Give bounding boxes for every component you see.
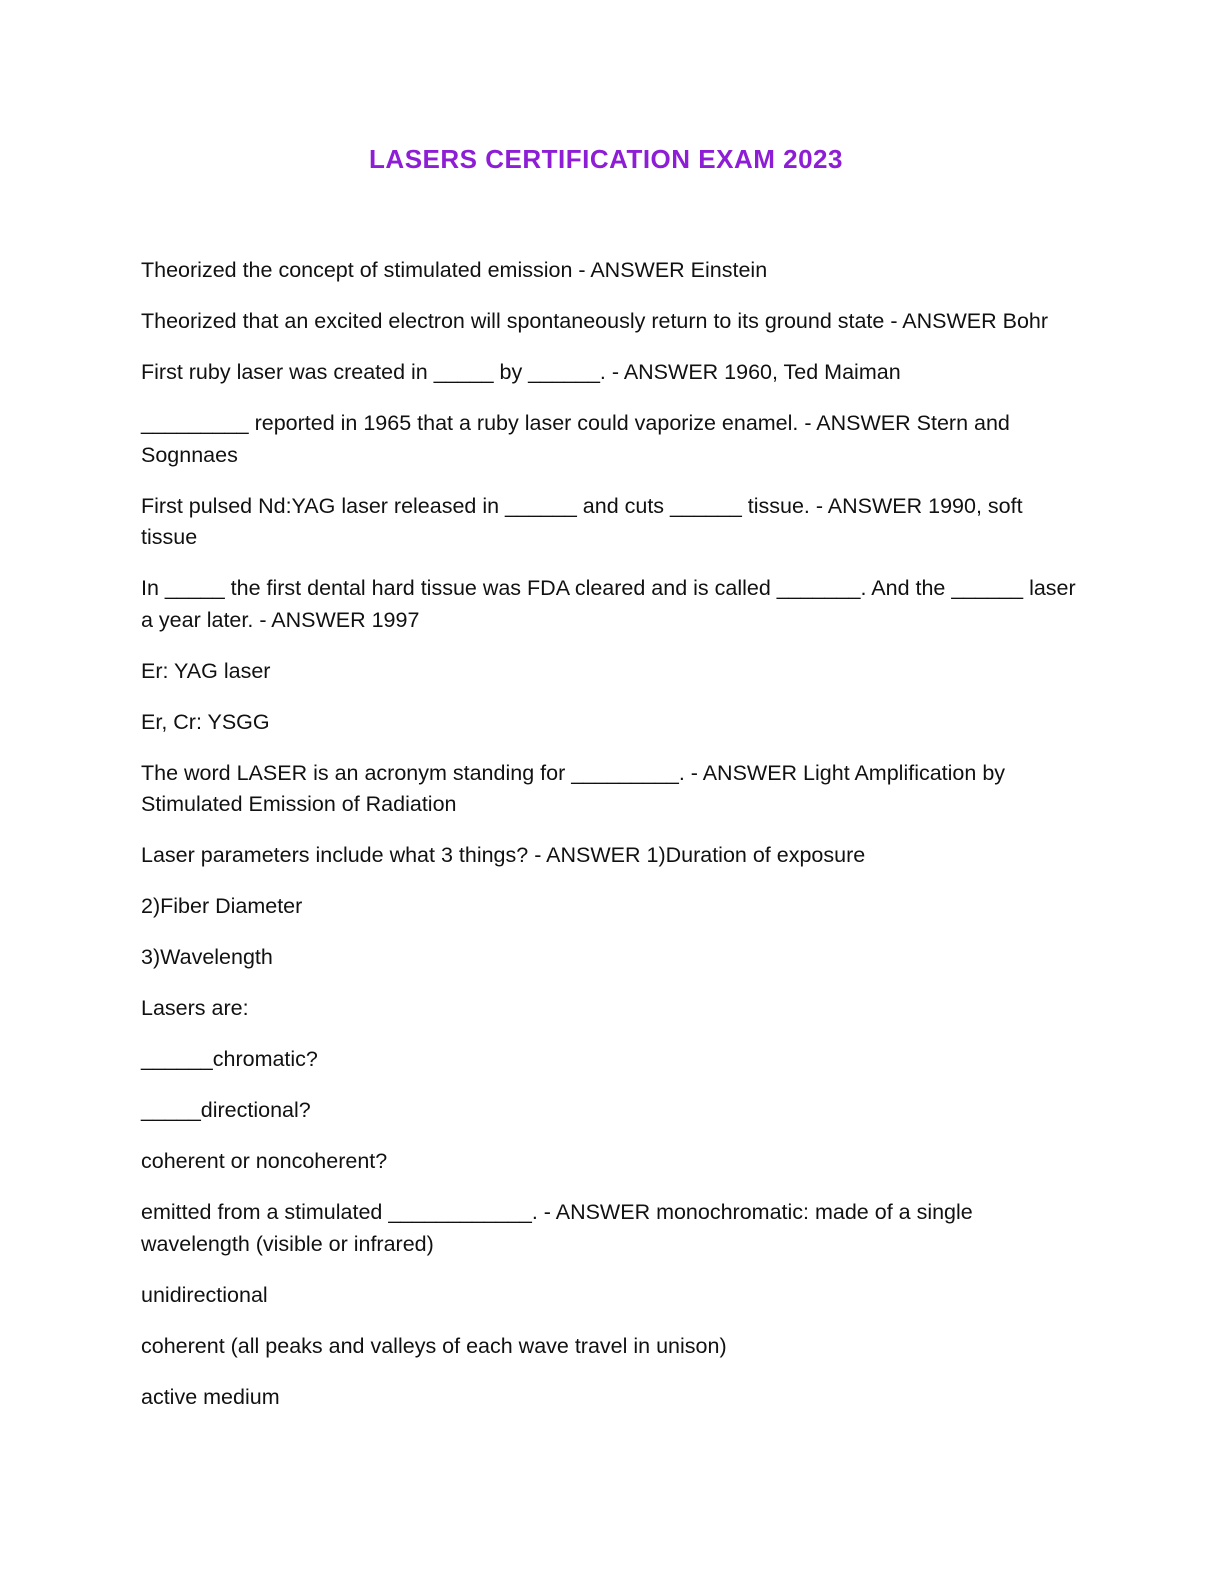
paragraph: Theorized that an excited electron will spontaneously return to its ground state - ANSWER Bohr	[141, 309, 1049, 333]
document-title: LASERS CERTIFICATION EXAM 2023	[369, 144, 843, 174]
paragraph: First pulsed Nd:YAG laser released in ______ and cuts ______ tissue. - ANSWER 1990, soft tissue	[141, 493, 1029, 549]
document-body	[141, 255, 1082, 1433]
paragraph: coherent (all peaks and valleys of each wave travel in unison)	[141, 1333, 727, 1358]
paragraph: emitted from a stimulated ____________. - ANSWER monochromatic: made of a single wavelength (visible or infrared)	[141, 1200, 979, 1256]
paragraph: First ruby laser was created in _____ by ______. - ANSWER 1960, Ted Maiman	[141, 360, 901, 384]
paragraph: 3)Wavelength	[141, 945, 273, 969]
paragraph: Er, Cr: YSGG	[141, 709, 270, 734]
paragraph: Theorized the concept of stimulated emission - ANSWER Einstein	[141, 258, 768, 282]
paragraph: 2)Fiber Diameter	[141, 894, 303, 918]
paragraph: The word LASER is an acronym standing for _________. - ANSWER Light Amplification by Stimulated Emission of Radiation	[141, 760, 1012, 816]
paragraph: _________ reported in 1965 that a ruby laser could vaporize enamel. - ANSWER Stern and Sognnaes	[141, 411, 1016, 467]
paragraph: coherent or noncoherent?	[141, 1149, 388, 1173]
paragraph: Er: YAG laser	[141, 658, 271, 683]
paragraph: active medium	[141, 1384, 280, 1409]
paragraph: ______chromatic?	[141, 1047, 318, 1071]
paragraph: Laser parameters include what 3 things? - ANSWER 1)Duration of exposure	[141, 843, 866, 867]
paragraph: Lasers are:	[141, 996, 249, 1020]
paragraph: In _____ the first dental hard tissue was FDA cleared and is called _______. And the ______ laser a year later. - ANSWER 1997	[141, 576, 1082, 632]
paragraph: _____directional?	[141, 1098, 311, 1122]
paragraph: unidirectional	[141, 1282, 268, 1307]
